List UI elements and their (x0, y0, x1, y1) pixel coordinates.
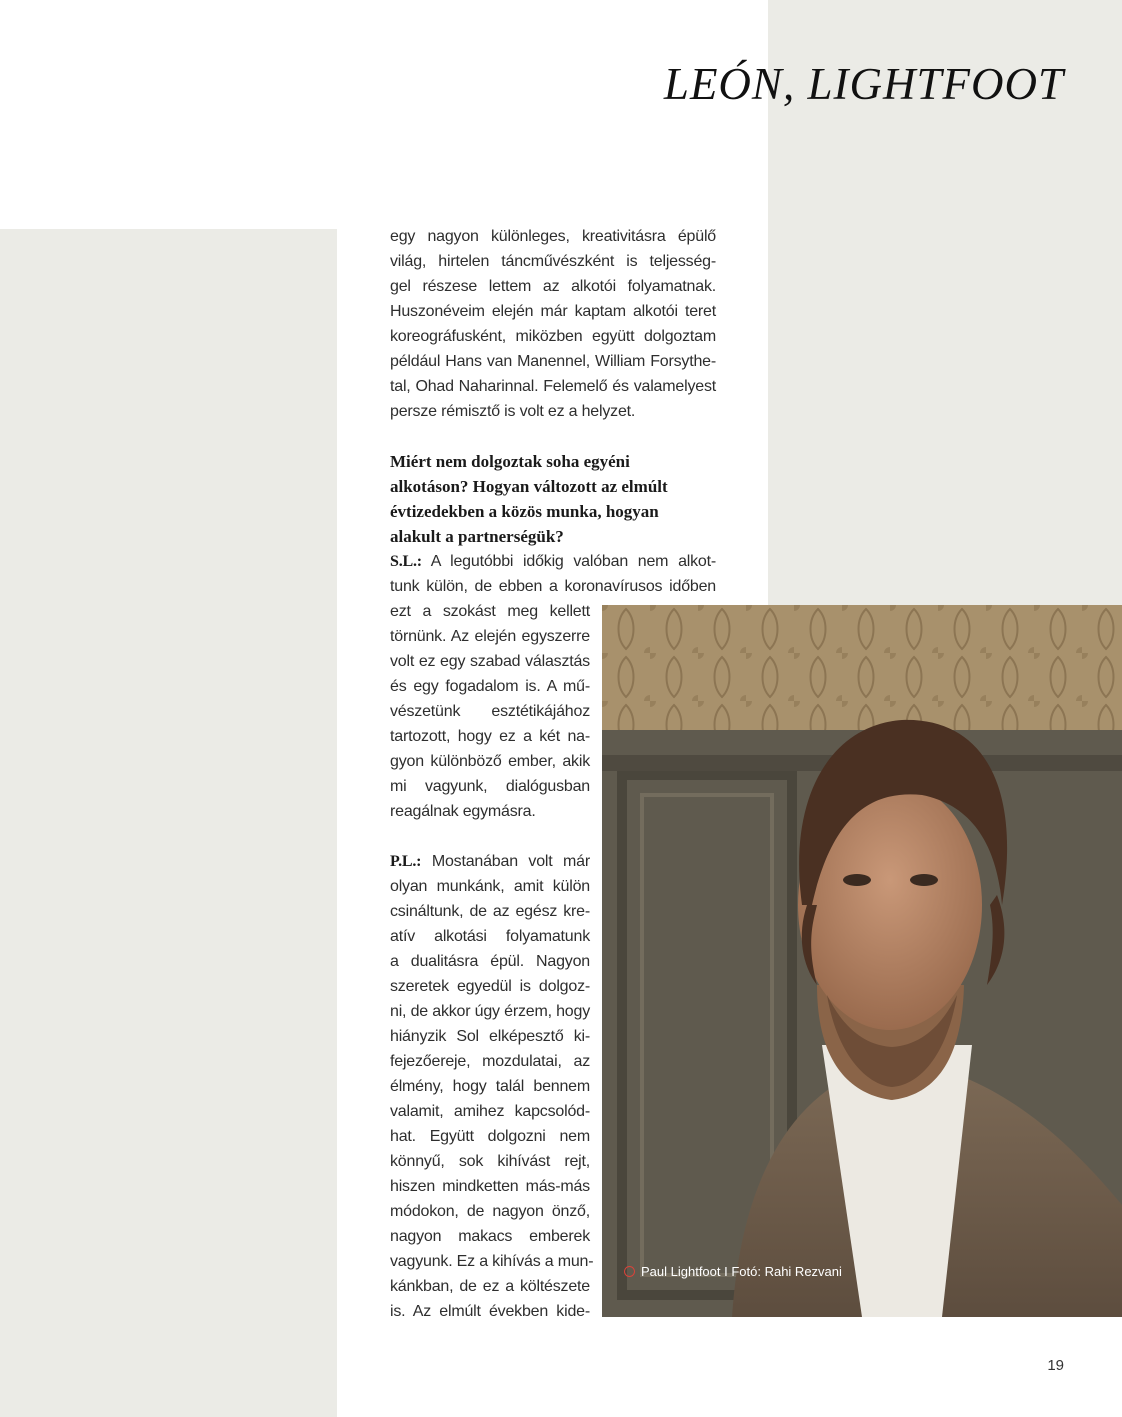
speaker-pl: P.L.: (390, 853, 422, 870)
question-line: alkotáson? Hogyan változott az elmúlt (390, 477, 668, 496)
text-line: gyon különböző ember, akik (390, 753, 590, 770)
caption-text: Paul Lightfoot I Fotó: Rahi Rezvani (641, 1264, 842, 1279)
text-line: valamit, amihez kapcsolód- (390, 1103, 590, 1120)
text-line: hiányzik Sol elképesztő ki- (390, 1028, 590, 1045)
paragraph-intro (390, 224, 716, 424)
text-line: vészetünk esztétikájához (390, 703, 590, 720)
text-line: tal, Ohad Naharinnal. Felemelő és valamelyest (390, 378, 716, 395)
text-line: például Hans van Manennel, William Forsythe- (390, 353, 716, 370)
text-line: élmény, hogy talál bennem (390, 1078, 590, 1095)
speaker-sl: S.L.: (390, 553, 422, 570)
text-line: kánkban, de ez a költészete (390, 1278, 590, 1295)
text-line: nagyon makacs emberek (390, 1228, 590, 1245)
text-line: volt ez egy szabad választás (390, 653, 590, 670)
page-title: LEÓN, LIGHTFOOT (663, 59, 1064, 109)
text-line: világ, hirtelen táncművészként is teljesség- (390, 253, 716, 270)
text-line: A legutóbbi időkig valóban nem alkot- (421, 553, 716, 570)
question-line: Miért nem dolgoztak soha egyéni (390, 452, 630, 471)
text-line: atív alkotási folyamatunk (390, 928, 590, 945)
text-line: tunk külön, de ebben a koronavírusos időben (390, 578, 716, 595)
text-line: csináltunk, de az egész kre- (390, 903, 590, 920)
text-line: egy nagyon különleges, kreativitásra épülő (390, 228, 716, 245)
text-line: a dualitásra épül. Nagyon (390, 953, 590, 970)
text-line: és egy fogadalom is. A mű- (390, 678, 590, 695)
text-line: is. Az elmúlt években kide- (390, 1303, 590, 1320)
caption-circle-icon (624, 1266, 635, 1277)
portrait-photo (602, 605, 1122, 1317)
text-line: mi vagyunk, dialógusban (390, 778, 590, 795)
background-panel-left (0, 229, 337, 1417)
text-line: ni, de akkor úgy érzem, hogy (390, 1003, 590, 1020)
text-line: hat. Együtt dolgozni nem (390, 1128, 590, 1145)
photo-caption (624, 1264, 842, 1279)
text-line: reagálnak egymásra. (390, 803, 536, 820)
text-line: fejezőereje, mozdulatai, az (390, 1053, 590, 1070)
text-line: gel részese lettem az alkotói folyamatnak. (390, 278, 716, 295)
portrait-illustration (602, 605, 1122, 1317)
text-line: tartozott, hogy ez a két na- (390, 728, 590, 745)
question-line: évtizedekben a közös munka, hogyan (390, 502, 659, 521)
text-line: szeretek egyedül is dolgoz- (390, 978, 590, 995)
text-line: törnünk. Az elején egyszerre (390, 628, 590, 645)
text-line: ezt a szokást meg kellett (390, 603, 590, 620)
text-line: módokon, de nagyon önző, (390, 1203, 590, 1220)
text-line: vagyunk. Ez a kihívás a mun- (390, 1253, 594, 1270)
question-line: alakult a partnerségük? (390, 527, 564, 546)
text-line: olyan munkánk, amit külön (390, 878, 590, 895)
interview-question (390, 449, 716, 549)
text-line: persze rémisztő is volt ez a helyzet. (390, 403, 636, 420)
text-line: Huszonéveim elején már kaptam alkotói teret (390, 303, 716, 320)
text-line: koreográfusként, miközben együtt dolgoztam (390, 328, 716, 345)
text-line: könnyű, sok kihívást rejt, (390, 1153, 590, 1170)
page-number: 19 (1047, 1357, 1064, 1374)
text-line: hiszen mindketten más-más (390, 1178, 590, 1195)
text-line: Mostanában volt már (421, 853, 590, 870)
